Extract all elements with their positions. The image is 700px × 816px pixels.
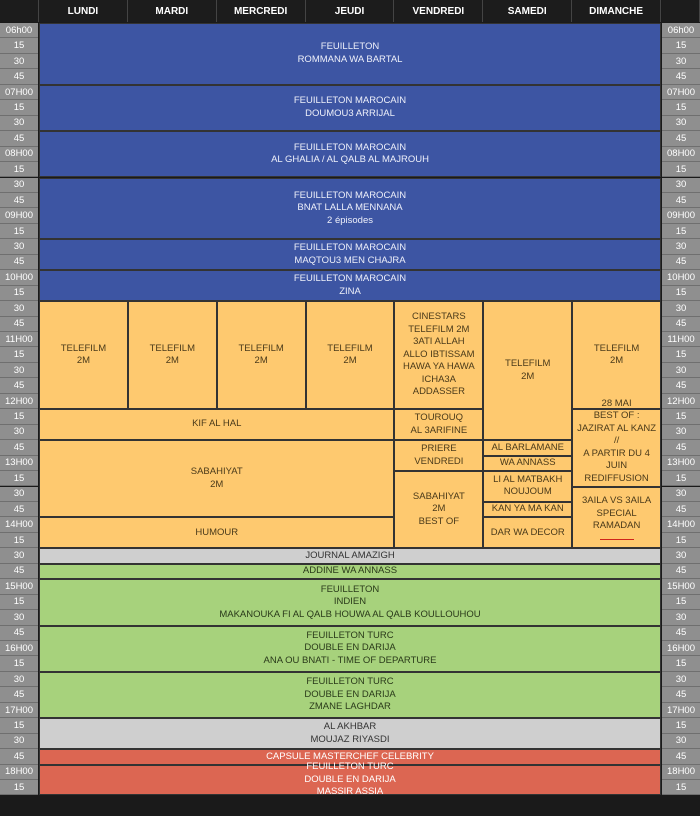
- program-title-line: FEUILLETON: [320, 41, 380, 53]
- time-label-right: 45: [662, 69, 700, 84]
- time-label-left: 45: [0, 69, 38, 84]
- program-title-line: DOUBLE EN DARIJA: [304, 642, 396, 654]
- program-title-line: FEUILLETON TURC: [306, 676, 394, 688]
- time-label-right: 15: [662, 656, 700, 671]
- time-label-right: 30: [662, 54, 700, 69]
- program-telefilm-samedi: [483, 301, 572, 440]
- time-label-right: 30: [662, 116, 700, 131]
- program-title-line: FEUILLETON MAROCAIN: [293, 242, 407, 254]
- time-label-right: 12H00: [662, 394, 700, 409]
- time-label-right: 10H00: [662, 270, 700, 285]
- time-label-right: 15: [662, 162, 700, 177]
- time-label-right: 30: [662, 734, 700, 749]
- program-title-line: ICHA3A: [421, 373, 457, 385]
- program-title-line: DAR WA DECOR: [490, 526, 565, 538]
- program-title-line: BNAT LALLA MENNANA: [297, 202, 403, 214]
- program-title-line: CINESTARS: [412, 311, 466, 323]
- program-title-line: ADDINE WA ANNASS: [302, 565, 398, 577]
- program-title-line: BEST OF :: [593, 410, 640, 422]
- program-title-line: TELEFILM: [60, 342, 107, 354]
- time-label-right: 45: [662, 378, 700, 393]
- time-label-left: 15: [0, 224, 38, 239]
- time-label-left: 30: [0, 734, 38, 749]
- time-label-right: 15: [662, 100, 700, 115]
- time-label-left: 45: [0, 564, 38, 579]
- time-label-left: 30: [0, 116, 38, 131]
- time-label-right: 30: [662, 610, 700, 625]
- program-title-line: FEUILLETON MAROCAIN: [293, 273, 407, 285]
- time-label-left: 30: [0, 548, 38, 563]
- day-header-dimanche: DIMANCHE: [572, 0, 661, 22]
- program-title-line: REDIFFUSION: [584, 472, 649, 484]
- program-title-line: 2 épisodes: [327, 214, 373, 226]
- time-label-right: 30: [662, 425, 700, 440]
- program-sabahiyat-best-of: [394, 471, 483, 548]
- time-label-right: 15: [662, 471, 700, 486]
- time-label-left: 30: [0, 610, 38, 625]
- time-label-right: 30: [662, 301, 700, 316]
- program-title-line: 2M: [254, 355, 268, 367]
- program-title-line: FEUILLETON: [320, 583, 380, 595]
- time-label-right: 13H00: [662, 456, 700, 471]
- program-title-line: 3AILA VS 3AILA: [581, 495, 652, 507]
- time-label-right: 07H00: [662, 85, 700, 100]
- time-label-left: 30: [0, 239, 38, 254]
- program-title-line: MOUJAZ RIYASDI: [310, 733, 390, 745]
- time-label-left: 07H00: [0, 85, 38, 100]
- time-label-left: 45: [0, 255, 38, 270]
- time-label-left: 15: [0, 533, 38, 548]
- time-label-right: 06h00: [662, 23, 700, 38]
- program-sabahiyat-2m: [39, 440, 394, 517]
- time-label-right: 17H00: [662, 703, 700, 718]
- program-title-line: 2M: [609, 355, 624, 367]
- time-label-right: 45: [662, 193, 700, 208]
- program-telefilm-lundi: [39, 301, 128, 409]
- time-label-right: 11H00: [662, 332, 700, 347]
- program-title-line: INDIEN: [333, 596, 367, 608]
- time-label-left: 30: [0, 425, 38, 440]
- time-label-left: 09H00: [0, 208, 38, 223]
- program-zina: [39, 270, 661, 301]
- time-label-right: 14H00: [662, 517, 700, 532]
- program-title-line: 2M: [521, 370, 535, 382]
- program-kan-ya-ma-kan: [483, 502, 572, 517]
- time-label-left: 15: [0, 718, 38, 733]
- program-title-line: A PARTIR DU 4 JUIN: [583, 447, 650, 472]
- time-label-left: 15: [0, 38, 38, 53]
- time-label-left: 15: [0, 286, 38, 301]
- time-label-left: 15: [0, 409, 38, 424]
- header-corner-right: [662, 0, 700, 22]
- program-massir-assia: [39, 761, 661, 798]
- time-label-right: 15: [662, 38, 700, 53]
- time-label-right: 45: [662, 131, 700, 146]
- program-title-line: TELEFILM: [149, 342, 195, 354]
- time-label-left: 45: [0, 502, 38, 517]
- time-label-right: 45: [662, 502, 700, 517]
- program-priere-vendredi: [394, 440, 483, 471]
- program-title-line: AL AKHBAR: [323, 721, 377, 733]
- time-label-left: 14H00: [0, 517, 38, 532]
- time-label-right: 15: [662, 595, 700, 610]
- program-addine-wa-annass: [39, 564, 661, 579]
- program-title-line: AL GHALIA / AL QALB AL MAJROUH: [271, 154, 429, 166]
- time-label-right: 08H00: [662, 147, 700, 162]
- time-label-right: 15: [662, 409, 700, 424]
- day-header-mardi: MARDI: [128, 0, 217, 22]
- time-label-left: 13H00: [0, 456, 38, 471]
- program-title-line: NOUJOUM: [503, 486, 552, 498]
- time-label-right: 15: [662, 347, 700, 362]
- time-label-left: 15: [0, 162, 38, 177]
- time-label-left: 30: [0, 301, 38, 316]
- time-label-left: 16H00: [0, 641, 38, 656]
- day-header-samedi: SAMEDI: [483, 0, 572, 22]
- program-telefilm-mercredi: [217, 301, 306, 409]
- program-title-line: TOUROUQ: [414, 412, 464, 424]
- program-title-line: ZMANE LAGHDAR: [309, 701, 391, 713]
- program-title-line: PRIERE VENDREDI: [414, 443, 464, 467]
- program-li-al-matbakh: [483, 471, 572, 502]
- time-label-right: 30: [662, 672, 700, 687]
- program-title-line: WA ANNASS: [499, 457, 556, 469]
- time-label-left: 45: [0, 193, 38, 208]
- program-cinestars-vendredi: [394, 301, 483, 409]
- program-title-line: FEUILLETON MAROCAIN: [293, 141, 407, 153]
- time-label-left: 15: [0, 347, 38, 362]
- program-title-line: DOUBLE EN DARIJA: [304, 773, 396, 785]
- program-title-line: 28 MAI: [601, 397, 632, 409]
- program-al-ghalia: [39, 131, 661, 177]
- time-label-left: 45: [0, 687, 38, 702]
- program-title-line: 2M: [343, 355, 357, 367]
- day-header-vendredi: VENDREDI: [394, 0, 483, 22]
- program-title-line: LI AL MATBAKH: [493, 473, 563, 485]
- day-header-mercredi: MERCREDI: [217, 0, 306, 22]
- program-maqtou3-men-chajra: [39, 239, 661, 270]
- time-label-left: 15H00: [0, 579, 38, 594]
- program-telefilm-mardi: [128, 301, 217, 409]
- time-label-right: 45: [662, 626, 700, 641]
- time-label-left: 45: [0, 440, 38, 455]
- time-label-right: 45: [662, 255, 700, 270]
- program-title-line: FEUILLETON MAROCAIN: [293, 189, 407, 201]
- time-label-left: 11H00: [0, 332, 38, 347]
- time-label-right: 45: [662, 749, 700, 764]
- time-label-right: 45: [662, 564, 700, 579]
- day-header-jeudi: JEUDI: [306, 0, 395, 22]
- program-rommana-wa-bartal: [39, 23, 661, 85]
- program-al-barlamane: [483, 440, 572, 455]
- program-title-line: AL BARLAMANE: [491, 441, 564, 453]
- time-label-left: 17H00: [0, 703, 38, 718]
- time-label-left: 15: [0, 100, 38, 115]
- program-al-akhbar: [39, 718, 661, 749]
- time-label-left: 18H00: [0, 765, 38, 780]
- time-label-right: 45: [662, 440, 700, 455]
- program-title-line: FEUILLETON TURC: [306, 629, 394, 641]
- day-header-lundi: LUNDI: [39, 0, 128, 22]
- time-label-left: 15: [0, 471, 38, 486]
- time-label-left: 45: [0, 317, 38, 332]
- time-label-right: 15: [662, 224, 700, 239]
- program-zmane-laghdar: [39, 672, 661, 718]
- time-label-left: 30: [0, 54, 38, 69]
- time-label-left: 06h00: [0, 23, 38, 38]
- time-label-right: 30: [662, 548, 700, 563]
- program-title-line: BEST OF: [418, 515, 460, 527]
- program-telefilm-jeudi: [306, 301, 395, 409]
- program-best-of-dimanche: [572, 397, 661, 486]
- program-ana-ou-bnati: [39, 626, 661, 672]
- program-title-line: ANA OU BNATI - TIME OF DEPARTURE: [263, 654, 437, 666]
- time-label-left: 15: [0, 595, 38, 610]
- program-title-line: KIF AL HAL: [192, 418, 242, 430]
- program-title-line: JAZIRAT AL KANZ //: [577, 422, 657, 447]
- program-title-line: TELEFILM: [505, 358, 551, 370]
- program-title-line: ADDASSER: [412, 386, 465, 398]
- time-label-right: 15: [662, 718, 700, 733]
- program-title-line: MASSIR ASSIA: [316, 786, 384, 798]
- time-label-right: 30: [662, 178, 700, 193]
- program-title-line: CAPSULE MASTERCHEF CELEBRITY: [266, 750, 434, 762]
- time-label-left: 08H00: [0, 147, 38, 162]
- time-label-left: 30: [0, 487, 38, 502]
- time-label-right: 16H00: [662, 641, 700, 656]
- time-label-right: 15: [662, 780, 700, 795]
- program-title-line: KAN YA MA KAN: [491, 503, 564, 515]
- program-tourouq-al-3arifine: [394, 409, 483, 440]
- time-label-left: 45: [0, 626, 38, 641]
- time-label-right: 15: [662, 286, 700, 301]
- program-humour: [39, 517, 394, 548]
- time-label-right: 09H00: [662, 208, 700, 223]
- program-title-line: FEUILLETON MAROCAIN: [293, 95, 407, 107]
- program-title-line: MAKANOUKA FI AL QALB HOUWA AL QALB KOULLOUHOU: [219, 608, 481, 620]
- program-title-line: SABAHIYAT: [412, 490, 465, 502]
- program-title-line: SPECIAL RAMADAN: [592, 507, 641, 532]
- time-label-left: 45: [0, 131, 38, 146]
- program-title-line: ROMMANA WA BARTAL: [297, 53, 403, 65]
- program-telefilm-dimanche: [572, 301, 661, 409]
- program-dar-wa-decor: [483, 517, 572, 548]
- program-title-line: TELEFILM: [327, 342, 373, 354]
- header-corner-left: [0, 0, 39, 22]
- program-title-line: MAQTOU3 MEN CHAJRA: [294, 254, 406, 266]
- program-title-line: HUMOUR: [195, 526, 239, 538]
- time-label-right: 15: [662, 533, 700, 548]
- time-label-left: 15: [0, 656, 38, 671]
- program-title-line: SABAHIYAT: [190, 466, 243, 478]
- time-label-right: 45: [662, 687, 700, 702]
- program-title-line: TELEFILM: [593, 342, 640, 354]
- program-3aila-vs-3aila: [572, 487, 661, 549]
- program-title-line: 3ATI ALLAH: [413, 336, 465, 348]
- program-title-line: HAWA YA HAWA: [403, 361, 475, 373]
- program-title-line: TELEFILM: [238, 342, 284, 354]
- time-label-left: 30: [0, 363, 38, 378]
- program-wa-annass: [483, 456, 572, 471]
- time-label-right: 15H00: [662, 579, 700, 594]
- program-title-line: 2M: [76, 355, 91, 367]
- time-label-left: 15: [0, 780, 38, 795]
- time-label-left: 10H00: [0, 270, 38, 285]
- program-bnat-lalla-mennana: [39, 178, 661, 240]
- time-label-left: 30: [0, 672, 38, 687]
- program-title-line: FEUILLETON TURC: [306, 761, 394, 773]
- time-label-right: 30: [662, 239, 700, 254]
- red-underline: [600, 539, 634, 540]
- program-title-line: DOUBLE EN DARIJA: [304, 688, 396, 700]
- program-title-line: AL 3ARIFINE: [410, 424, 468, 436]
- program-doumou3-arrijal: [39, 85, 661, 131]
- program-title-line: 2M: [432, 503, 446, 515]
- time-label-left: 45: [0, 749, 38, 764]
- program-journal-amazigh: [39, 548, 661, 563]
- time-label-right: 18H00: [662, 765, 700, 780]
- time-label-left: 12H00: [0, 394, 38, 409]
- program-title-line: 2M: [210, 478, 224, 490]
- program-title-line: ZINA: [339, 285, 361, 297]
- time-label-left: 45: [0, 378, 38, 393]
- time-label-right: 30: [662, 363, 700, 378]
- time-label-right: 30: [662, 487, 700, 502]
- time-label-left: 30: [0, 178, 38, 193]
- program-title-line: TELEFILM 2M: [408, 323, 470, 335]
- program-title-line: 2M: [165, 355, 179, 367]
- program-title-line: ALLO IBTISSAM: [403, 348, 475, 360]
- program-feuilleton-indien: [39, 579, 661, 625]
- program-kif-al-hal: [39, 409, 394, 440]
- program-title-line: DOUMOU3 ARRIJAL: [305, 107, 395, 119]
- time-label-right: 45: [662, 317, 700, 332]
- program-title-line: JOURNAL AMAZIGH: [305, 549, 395, 561]
